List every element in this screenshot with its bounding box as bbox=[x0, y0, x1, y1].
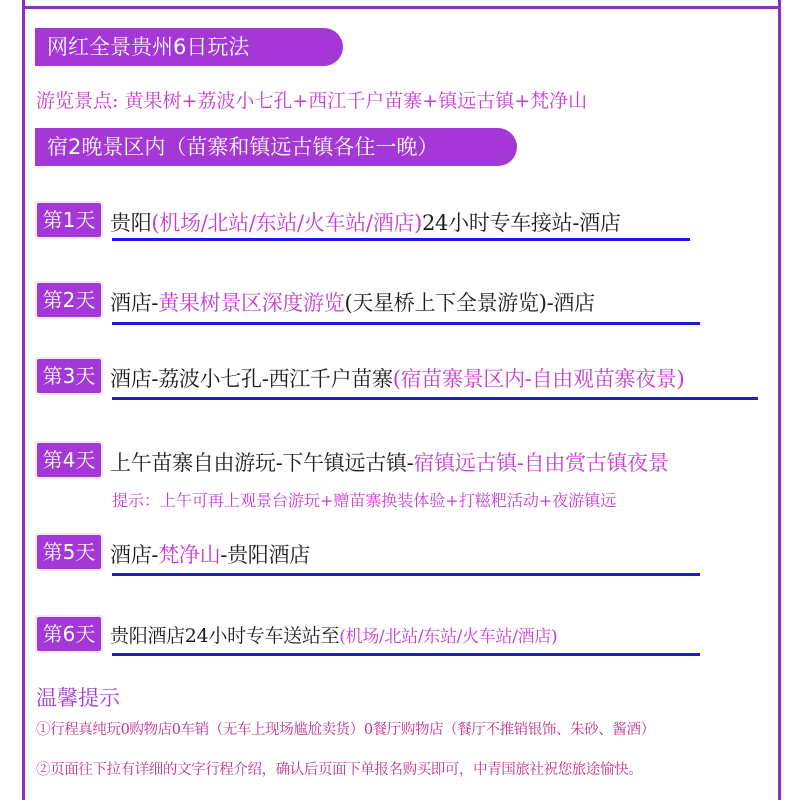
day-5-segment: 梵净山 bbox=[158, 543, 221, 567]
day-text-1 bbox=[110, 207, 621, 237]
frame-left-border bbox=[22, 0, 25, 800]
day-2-segment: 酒店- bbox=[110, 291, 159, 315]
page-title: 网红全景贵州6日玩法 bbox=[35, 28, 343, 66]
day-tag-5: 第5天 bbox=[35, 533, 103, 571]
day-underline-2 bbox=[112, 322, 700, 325]
day-underline-1 bbox=[112, 238, 690, 241]
frame-right-border bbox=[778, 0, 781, 800]
warm-tips-title: 温馨提示 bbox=[36, 686, 120, 710]
day-3-segment: (宿苗寨景区内-自由观苗寨夜景) bbox=[392, 367, 685, 391]
day-underline-6 bbox=[112, 653, 700, 656]
day-tag-1: 第1天 bbox=[35, 201, 103, 239]
day-1-segment: (机场/北站/东站/火车站/酒店) bbox=[151, 211, 422, 235]
day-4-segment: 上午苗寨自由游玩-下午镇远古镇- bbox=[110, 451, 414, 475]
day-text-4 bbox=[110, 447, 669, 477]
day-2-segment: (天星桥上下全景游览)-酒店 bbox=[344, 291, 595, 315]
stay-banner: 宿2晚景区内（苗寨和镇远古镇各住一晚） bbox=[35, 128, 517, 166]
day-tag-6: 第6天 bbox=[35, 615, 103, 653]
day-5-segment: -贵阳酒店 bbox=[220, 543, 310, 567]
day4-tip: 提示：上午可再上观景台游玩+赠苗寨换装体验+打糍粑活动+夜游镇远 bbox=[112, 491, 617, 510]
day-tag-4: 第4天 bbox=[35, 441, 103, 479]
day-2-segment: 黄果树景区深度游览 bbox=[158, 291, 345, 315]
day-6-segment: (机场/北站/东站/火车站/酒店) bbox=[339, 627, 558, 647]
day-text-2 bbox=[110, 287, 595, 317]
spots-label: 游览景点: bbox=[36, 90, 119, 112]
spots-list: 黄果树+荔波小七孔+西江千户苗寨+镇远古镇+梵净山 bbox=[124, 90, 588, 112]
warm-note-2: ②页面往下拉有详细的文字行程介绍，确认后页面下单报名购买即可，中青国旅社祝您旅途愉快。 bbox=[36, 762, 643, 778]
frame-top-border bbox=[22, 6, 781, 9]
spots-line bbox=[36, 86, 587, 113]
day-text-5 bbox=[110, 539, 310, 569]
day-tag-2: 第2天 bbox=[35, 281, 103, 319]
day-underline-3 bbox=[112, 397, 758, 400]
day-6-segment: 贵阳酒店24小时专车送站至 bbox=[110, 625, 340, 647]
day-1-segment: 贵阳 bbox=[110, 211, 152, 235]
day-3-segment: 酒店-荔波小七孔-西江千户苗寨 bbox=[110, 367, 393, 391]
day-text-3 bbox=[110, 363, 684, 393]
warm-note-1: ①行程真纯玩0购物店0车销（无车上现场尴尬卖货）0餐厅购物店（餐厅不推销银饰、朱砂、酱酒） bbox=[36, 722, 655, 738]
day-1-segment: 24小时专车接站-酒店 bbox=[422, 211, 621, 235]
day-underline-5 bbox=[112, 573, 700, 576]
day-tag-3: 第3天 bbox=[35, 357, 103, 395]
day-text-6 bbox=[110, 621, 557, 648]
day-4-segment: 宿镇远古镇-自由赏古镇夜景 bbox=[413, 451, 669, 475]
day-5-segment: 酒店- bbox=[110, 543, 159, 567]
